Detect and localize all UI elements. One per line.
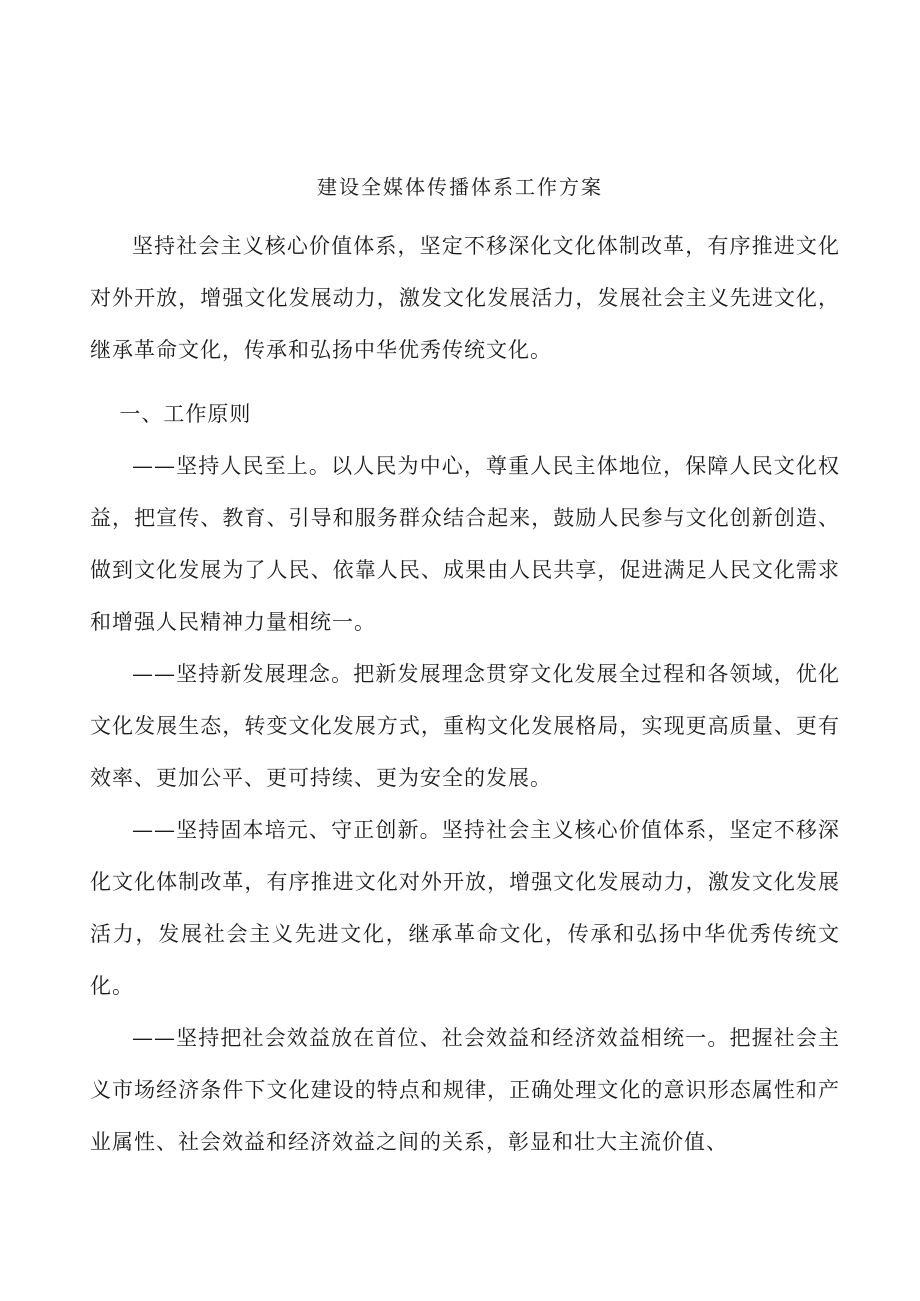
principle-paragraph-1: ——坚持人民至上。以人民为中心，尊重人民主体地位，保障人民文化权益，把宣传、教育、引导和服务群众结合起来，鼓励人民参与文化创新创造、做到文化发展为了人民、依靠人民、成果由人民共享，促进满足人民文化需求和增强人民精神力量相统一。 <box>90 454 840 634</box>
document-title: 建设全媒体传播体系工作方案 <box>317 175 603 199</box>
section-heading: 一、工作原则 <box>119 402 252 426</box>
principle-paragraph-2: ——坚持新发展理念。把新发展理念贯穿文化发展全过程和各领域，优化文化发展生态，转变文化发展方式，重构文化发展格局，实现更高质量、更有效率、更加公平、更可持续、更为安全的发展。 <box>90 662 840 790</box>
principle-paragraph-4: ——坚持把社会效益放在首位、社会效益和经济效益相统一。把握社会主义市场经济条件下文化建设的特点和规律，正确处理文化的意识形态属性和产业属性、社会效益和经济效益之间的关系，彰显和壮大主流价值、 <box>90 1026 840 1154</box>
principle-paragraph-3: ——坚持固本培元、守正创新。坚持社会主义核心价值体系，坚定不移深化文化体制改革，有序推进文化对外开放，增强文化发展动力，激发文化发展活力，发展社会主义先进文化，继承革命文化，传承和弘扬中华优秀传统文化。 <box>90 818 840 998</box>
intro-paragraph: 坚持社会主义核心价值体系，坚定不移深化文化体制改革，有序推进文化对外开放，增强文化发展动力，激发文化发展活力，发展社会主义先进文化，继承革命文化，传承和弘扬中华优秀传统文化。 <box>90 234 840 362</box>
